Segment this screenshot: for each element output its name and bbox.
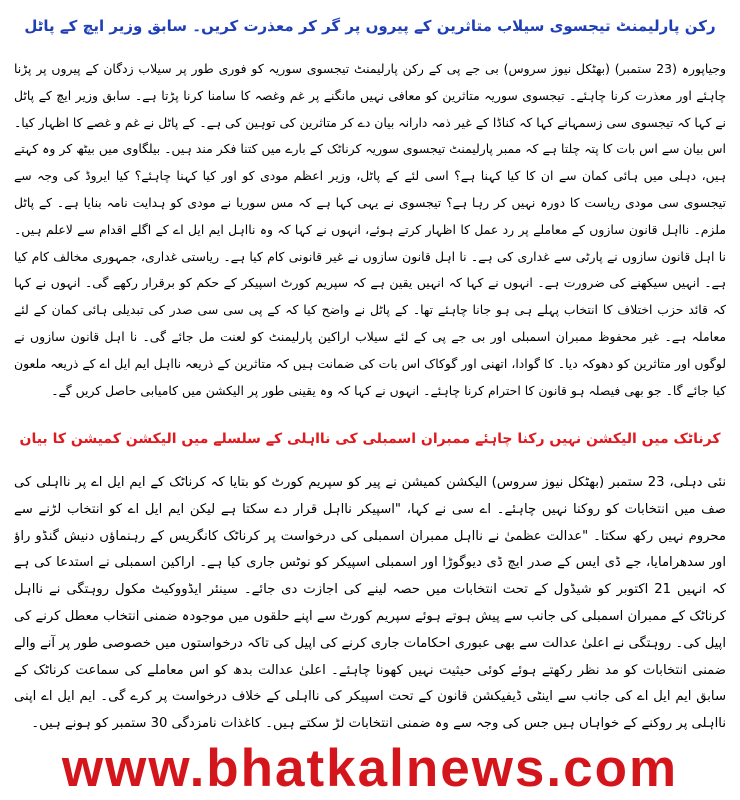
article-2-body: نئی دہلی، 23 ستمبر (بھٹکل نیوز سروس) الیکشن کمیشن نے پیر کو سپریم کورٹ کو بتایا کہ کرناٹک کے ایم ایل اے پر نااہلی کی صف میں انتخابات کو روکنا نہیں چاہئے۔ اے سی نے کہا، "اسپیکر نااہل قرار دے سکتا ہے لیکن ایم ایل اے کو انتخاب لڑنے سے محروم نہیں رکھ سکتا۔ "عدالت عظمیٰ نے نااہل ممبران اسمبلی کی درخواست پر کرناٹک کانگریس کے رہنماؤں دنیش گنڈو راؤ اور سدھرامایا، جے ڈی ایس کے صدر ایچ ڈی دیوگوڑا اور اسمبلی اسپیکر کو نوٹس جاری کیا ہے۔ اراکین اسمبلی نے استدعا کی ہے کہ انہیں 21 اکتوبر کو شیڈول کے تحت انتخابات میں حصہ لینے کی اجازت دی جائے۔ سینئر ایڈووکیٹ مکول روہتگی نے نااہل کرناٹک کے ممبران اسمبلی کی جانب سے پیش ہوتے ہوئے سپریم کورٹ سے اپنے حلقوں میں موجودہ ضمنی انتخاب معطل کرنے کی اپیل کی۔ روہتگی نے اعلیٰ عدالت سے بھی عبوری احکامات جاری کرنے کی اپیل کی تاکہ درخواستوں میں خصوصی طور پر آنے والے ضمنی انتخابات کو مد نظر رکھتے ہوئے کوئی حیثیت نہیں کھونا چاہئے۔ اعلیٰ عدالت بدھ کو اس معاملے کی سماعت کرناٹک کے سابق ایم ایل اے کی جانب سے اینٹی ڈیفیکشن قانون کے تحت اسپیکر کی نااہلی کے خلاف درخواست پر کرے گی۔ ایم ایل اے اپنی نااہلی پر روکنے کے خواہاں ہیں جس کی وجہ سے وہ ضمنی انتخابات لڑ سکتے ہیں۔ کاغذات نامزدگی 30 ستمبر کو ہونے ہیں۔ [14,475,726,732]
article-2-headline: کرناٹک میں الیکشن نہیں رکنا چاہئے ممبران اسمبلی کی نااہلی کے سلسلے میں الیکشن کمیشن کا بیان [19,431,721,447]
website-footer: www.bhatkalnews.com [61,739,679,798]
article-1-body: وجیاپورہ (23 ستمبر) (بھٹکل نیوز سروس) بی جے پی کے رکن پارلیمنٹ تیجسوی سوریہ کو فوری طور پر سیلاب زدگان کے پیروں پر پڑنا چاہئے اور معذرت کرنا چاہئے۔ تیجسوی سوریہ متاثرین کو معافی نہیں مانگنے پر غم وغصہ کا سامنا کرنا پڑتا ہے۔ سابق وزیر ایچ کے پاٹل نے کہا کہ تیجسوی سی زسمہانے کہا کہ کناڈا کے غیر ذمہ دارانہ بیان دے کر متاثرین کی توہین کی ہے۔ کے پاٹل نے غم و غصے کا اظہار کیا۔ اس بیان سے اس بات کا پتہ چلتا ہے کہ ممبر پارلیمنٹ تیجسوی سوریہ کرناٹک کے بارے میں کتنا فکر مند ہیں۔ بیلگاوی میں بیٹھ کر وہ کہتے ہیں، دہلی میں ہائی کمان سے ان کا کیا کہنا ہے؟ اسی لئے کے پاٹل، وزیر اعظم مودی کو اور کیا کہنا چاہئے؟ کیا ایروڈ کی وجہ سے تیجسوی سی مودی ریاست کا دورہ نہیں کر رہا ہے؟ تیجسوی نے یہی کہا ہے کہ مس سوریا نے مودی کو ہدایت نامہ بنایا ہے۔ کے پاٹل ملزم۔ نااہل قانون سازوں کے معاملے پر رد عمل کا اظہار کرتے ہوئے، انہوں نے کہا کہ وہ نااہل ایم ایل اے کے اگلے اقدام سے لاعلم ہیں۔ نا اہل قانون سازوں نے پارٹی سے غداری کی ہے۔ نا اہل قانون سازوں نے غیر قانونی کام کیا ہے۔ ریاستی غداری، جمہوری مخالف کام کیا ہے۔ انہیں سیکھنے کی ضرورت ہے۔ انہوں نے کہا کہ انہیں یقین ہے کہ سپریم کورٹ اسپیکر کے حکم کو برقرار رکھے گی۔ انہوں نے کہا کہ قائد حزب اختلاف کا انتخاب پہلے ہی ہو جانا چاہئے تھا۔ کے پاٹل نے واضح کیا کہ کے پی سی سی صدر کی تبدیلی ہائی کمان کے لئے معاملہ ہے۔ غیر محفوظ ممبران اسمبلی اور بی جے پی کے لئے سیلاب اراکین پارلیمنٹ کو لعنت مل جائے گی۔ نا اہل قانون سازوں نے لوگوں اور متاثرین کو دھوکہ دیا۔ کا گوادا، اتھنی اور گوکاک اس بات کی ضمانت ہیں کہ متاثرین کے ذریعہ نااہل ایم ایل اے کے ذریعہ ملعون کیا جائے گا۔ جو بھی فیصلہ ہو قانون کا احترام کرنا چاہئے۔ انہوں نے کہا کہ وہ یقینی طور پر الیکشن میں کامیابی حاصل کریں گے۔ [14,61,726,398]
article-1-headline: رکن پارلیمنٹ تیجسوی سیلاب متاثرین کے پیروں پر گر کر معذرت کریں۔ سابق وزیر ایچ کے پاٹل [24,17,716,35]
